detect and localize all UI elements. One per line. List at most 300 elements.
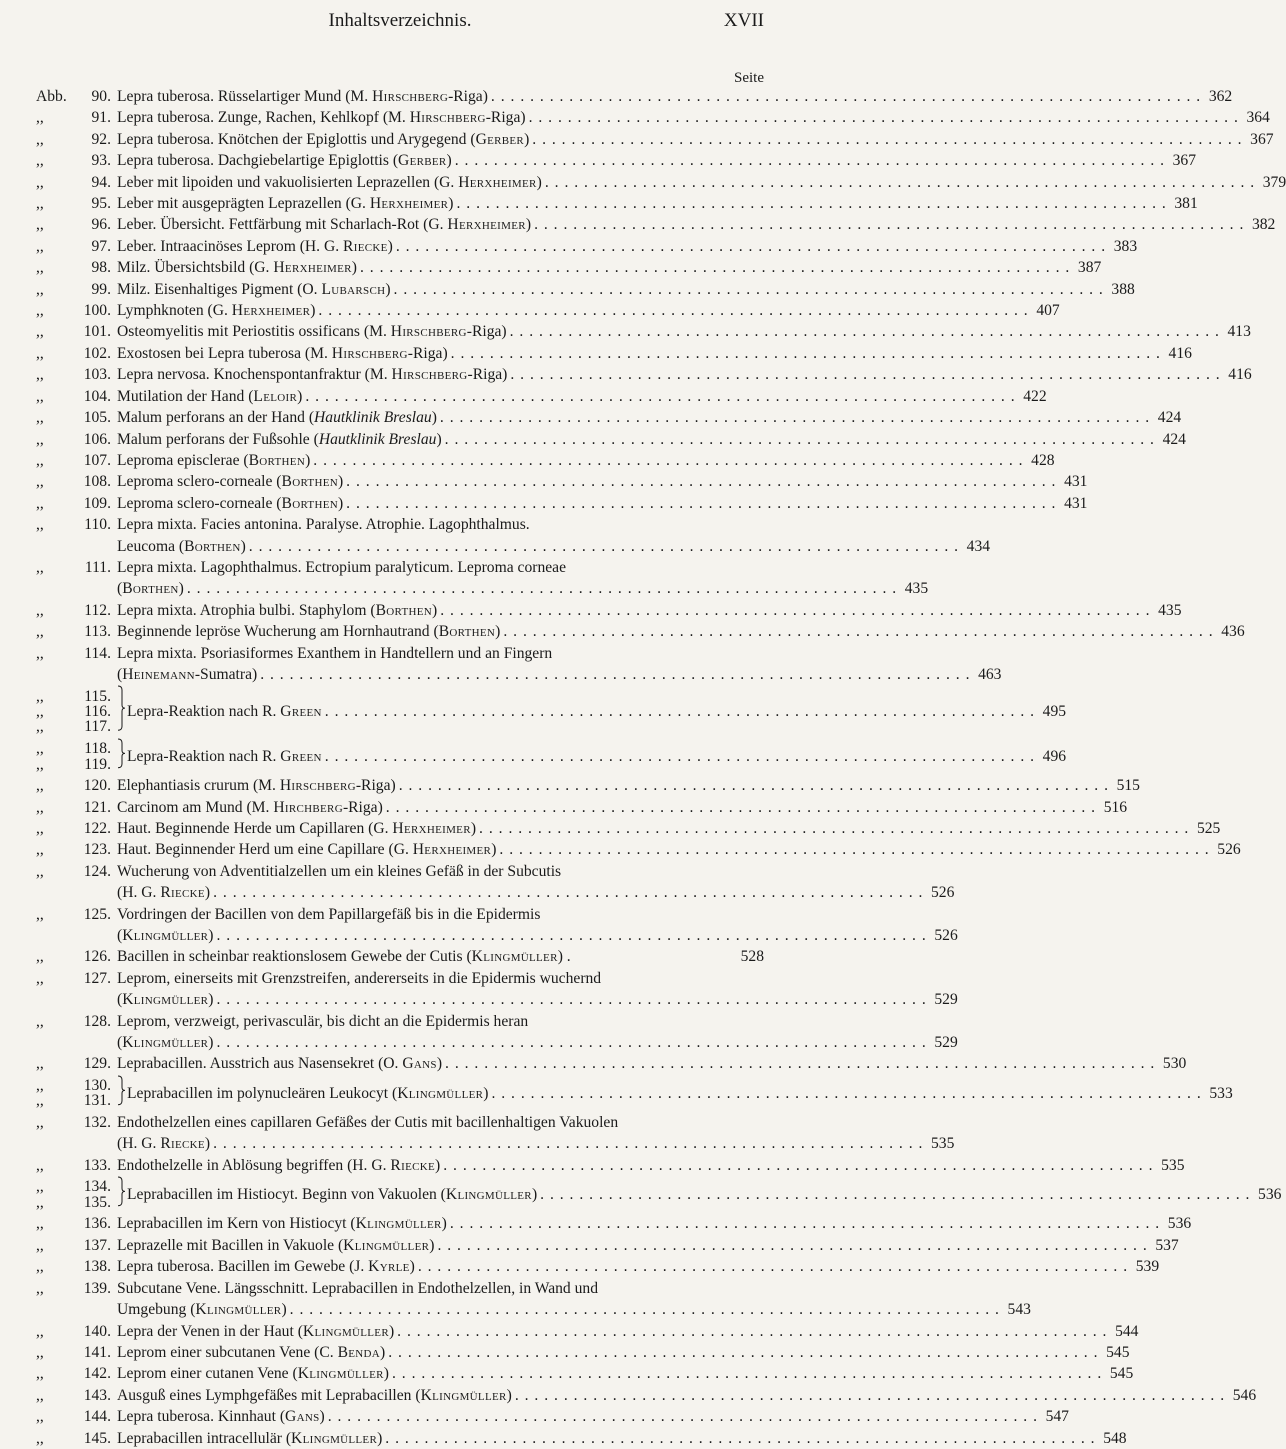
ditto-mark: ,,	[36, 1386, 44, 1404]
figure-number: 138.	[83, 1258, 111, 1276]
page-ref: 535	[1161, 1156, 1185, 1174]
entry-title	[117, 364, 507, 385]
dot-leader: . . . . . . . . . . . . . . . . . . . . . . . . . . . . . . . . . . . . . . . . . . . . . . . . . . . . . . . . . . . . . . . . . . . . . . . . .	[346, 494, 1057, 512]
entry-title-text: (	[117, 665, 123, 683]
entry-text-line	[117, 429, 1186, 450]
page-ref: 515	[1116, 777, 1140, 795]
dot-leader: . . . . . . . . . . . . . . . . . . . . . . . . . . . . . . . . . . . . . . . . . . . . . . . . . . . . . . . . . . . . . . . . . . . . . . . . .	[388, 1343, 1099, 1361]
entry-body	[117, 621, 1245, 642]
dot-leader: . . . . . . . . . . . . . . . . . . . . . . . . . . . . . . . . . . . . . . . . . . . . . . . . . . . . . . . . . . . . . . . . . . . . . . . . .	[528, 109, 1239, 127]
entry-title-text: Leprom einer cutanen Vene (	[117, 1365, 298, 1383]
toc-entry	[36, 193, 1198, 214]
figure-number: 142.	[83, 1365, 111, 1383]
entry-title	[117, 257, 357, 278]
entry-text-line	[117, 925, 958, 946]
entry-body	[117, 818, 1221, 839]
toc-entry	[36, 1278, 1031, 1321]
entry-title-text: Leprazelle mit Bacillen in Vakuole (	[117, 1236, 344, 1254]
entry-body	[117, 386, 1047, 407]
dot-leader: . . . . . . . . . . . . . . . . . . . . . . . . . . . . . . . . . . . . . . . . . . . . . . . . . . . . . . . . . . . . . . . . . . . . . . . . .	[449, 1215, 1161, 1233]
figure-number: 90.	[91, 88, 111, 105]
entry-body	[117, 775, 1140, 796]
page-ref: 387	[1077, 259, 1102, 277]
dot-leader: . . . . . . . . . . . . . . . . . . . . . . . . . . . . . . . . . . . . . . . . . . . . . . . . . . . . . . . . . . . . . . . . . . . . . . . . .	[395, 237, 1107, 255]
entry-title	[117, 1363, 389, 1384]
figure-number-row	[36, 719, 117, 734]
author-name: Klingmüller	[195, 1301, 282, 1319]
entry-title	[117, 536, 246, 557]
toc-entry	[36, 1256, 1160, 1277]
entry-title-tail: )	[310, 302, 316, 320]
entry-body	[117, 257, 1102, 278]
page-ref: 422	[1023, 387, 1047, 405]
page-ref: 537	[1155, 1236, 1179, 1254]
entry-body	[117, 557, 929, 600]
entry-text-line	[117, 1213, 1192, 1234]
dot-leader: . . . . . . . . . . . . . . . . . . . . . . . . . . . . . . . . . . . . . . . . . . . . . . . . . . . . . . . . . . . . . . . . . . . . . . . . .	[385, 798, 1097, 816]
figure-number: 93.	[91, 152, 111, 170]
dot-leader: . . . . . . . . . . . . . . . . . . . . . . . . . . . . . . . . . . . . . . . . . . . . . . . . . . . . . . . . . . . . . . . . . . . . . . . . .	[540, 1186, 1251, 1204]
table-of-contents	[36, 86, 1286, 1449]
entry-text-line	[117, 129, 1274, 150]
figure-number: 113.	[84, 623, 111, 641]
entry-title	[117, 925, 213, 946]
page-ref: 526	[931, 884, 955, 902]
toc-entry	[36, 904, 958, 947]
figure-number: 91.	[91, 109, 111, 127]
entry-title-tail: )	[536, 173, 542, 191]
author-name: Lubarsch	[321, 280, 386, 298]
page-ref: 529	[934, 991, 958, 1009]
entry-text-line	[127, 1184, 1282, 1205]
entry-title	[117, 1406, 325, 1427]
entry-title-text: Osteomyelitis mit Periostitis ossificans (M.	[117, 323, 391, 341]
entry-text-line	[117, 536, 991, 557]
entry-text-line	[117, 600, 1182, 621]
entry-title	[117, 107, 526, 128]
dot-leader: . . . . . . . . . . . . . . . . . . . . . . . . . . . . . . . . . . . . . . . . . . . . . . . . . . . . . . . . . . . . . . . . . . . . . . . . .	[514, 1386, 1226, 1404]
toc-entry	[36, 429, 1186, 450]
entry-title-text: Lepra-Reaktion nach R.	[127, 747, 281, 765]
page-ref: 533	[1209, 1084, 1233, 1102]
dot-leader: . . . . . . . . . . . . . . . . . . . . . . . . . . . . . . . . . . . . . . . . . . . . . . . . . . . . . . . . . . . . . . . . . . . . . . . . .	[393, 280, 1104, 298]
author-name: Riecke	[160, 1135, 205, 1153]
brace-bracket	[117, 738, 125, 775]
figure-number: 134.	[83, 1178, 111, 1196]
source-name: Hautklinik Breslau	[314, 409, 432, 427]
page-title: Inhaltsverzeichnis.	[328, 10, 472, 31]
ditto-mark: ,,	[36, 948, 44, 966]
entry-title-text: (	[117, 1034, 123, 1052]
entry-title	[117, 1428, 382, 1449]
author-name: Hirchberg	[273, 798, 343, 816]
entry-body	[117, 968, 958, 1011]
entry-title-tail: )	[208, 1034, 214, 1052]
ditto-mark: ,,	[36, 216, 44, 234]
page-ref: 535	[931, 1135, 955, 1153]
entry-title-text: Lepra nervosa. Knochenspontanfraktur (M.	[117, 366, 392, 384]
author-name: Herxheimer	[412, 841, 492, 859]
entry-title-tail: )	[409, 1258, 415, 1276]
entry-title	[117, 407, 437, 428]
ditto-mark: ,,	[36, 130, 44, 148]
dot-leader: . . . . . . . . . . . . . . . . . . . . . . . . . . . . . . . . . . . . . . . . . . . . . . . . . . . . . . . . . . . . . . . . . . . . . . . . .	[324, 747, 1036, 765]
entry-title-text: Endothelzelle in Ablösung begriffen (H. G.	[117, 1156, 391, 1174]
entry-body	[117, 429, 1186, 450]
ditto-mark: ,,	[36, 387, 44, 405]
dot-leader: . . . . . . . . . . . . . . . . . . . . . . . . . . . . . . . . . . . . . . . . . . . . . . . . . . . . . . . . . . . . . . . . . . . . . . . . .	[398, 777, 1109, 795]
dot-leader: . . . . . . . . . . . . . . . . . . . . . . . . . . . . . . . . . . . . . . . . . . . . . . . . . . . . . . . . . . . . . . . . . . . . . . . . .	[391, 1365, 1103, 1383]
page-ref: 383	[1113, 237, 1138, 255]
toc-entry-group	[36, 685, 1067, 738]
entry-title-tail: )	[208, 991, 214, 1009]
entry-title-text: Umgebung (	[117, 1301, 196, 1319]
author-name: Klingmüller	[355, 1215, 442, 1233]
entry-title-text: Haut. Beginnende Herde um Capillaren (G.	[117, 819, 393, 837]
dot-leader: . . . . . . . . . . . . . . . . . . . . . . . . . . . . . . . . . . . . . . . . . . . . . . . . . . . . . . . . . . . . . . . . . . . . . . . . .	[503, 623, 1214, 641]
ditto-mark: ,,	[36, 905, 44, 923]
entry-text-line	[117, 1385, 1257, 1406]
figure-number-group	[36, 1179, 117, 1210]
entry-text-line	[117, 236, 1138, 257]
entry-title-text: Leprabacillen. Ausstrich aus Nasensekret (O.	[117, 1055, 403, 1073]
entry-title	[117, 1213, 447, 1234]
toc-entry	[36, 514, 991, 557]
entry-title-tail: )	[483, 1084, 489, 1102]
dot-leader: . . . . . . . . . . . . . . . . . . . . . . . . . . . . . . . . . . . . . . . . . . . . . . . . . . . . . . . . . . . . . . . . . . . . . . . . .	[444, 430, 1155, 448]
entry-title	[117, 1385, 512, 1406]
ditto-mark: ,,	[36, 1077, 44, 1095]
entry-body	[127, 1184, 1282, 1205]
entry-title	[117, 664, 257, 685]
dot-leader: . . . . . . . . . . . . . . . . . . . . . . . . . . . . . . . . . . . . . . . . . . . . . . . . . . . . . . . . . . . . . . . . . . . . . . . . .	[213, 884, 924, 902]
author-name: Klingmüller	[122, 991, 209, 1009]
author-name: Hirschberg	[409, 109, 486, 127]
author-name: Gerber	[475, 130, 525, 148]
dot-leader: . . . . . . . . . . . . . . . . . . . . . . . . . . . . . . . . . . . . . . . . . . . . . . . . . . . . . . . . . . . . . . . . . . . . . . . . .	[510, 366, 1221, 384]
entry-title	[117, 1321, 394, 1342]
entry-title-tail: )	[429, 1236, 435, 1254]
toc-entry-group	[36, 738, 1067, 775]
entry-text-line	[117, 257, 1102, 278]
ditto-mark: ,,	[36, 558, 44, 576]
author-name: Riecke	[343, 237, 388, 255]
figure-number: 97.	[91, 237, 111, 255]
ditto-mark: ,,	[36, 819, 44, 837]
page-ref: 526	[1217, 841, 1241, 859]
entry-body	[117, 1342, 1130, 1363]
page-ref: 367	[1250, 130, 1274, 148]
figure-number: 144.	[83, 1408, 111, 1426]
entry-title-text: (H. G.	[117, 884, 161, 902]
toc-entry	[36, 343, 1192, 364]
entry-title-tail: )	[178, 580, 184, 598]
ditto-mark: ,,	[36, 1258, 44, 1276]
author-name: Borthen	[122, 580, 179, 598]
entry-title	[127, 746, 322, 767]
dot-leader: . . . . . . . . . . . . . . . . . . . . . . . . . . . . . . . . . . . . . . . . . . . . . . . . . . . . . . . . . . . . . . . . . . . . . . . . .	[346, 473, 1057, 491]
author-name: Klingmüller	[122, 1034, 209, 1052]
author-name: Herxheimer	[392, 819, 471, 837]
toc-entry	[36, 300, 1060, 321]
ditto-mark: ,,	[36, 259, 44, 277]
figure-number: 122.	[83, 819, 111, 837]
ditto-mark: ,,	[36, 430, 44, 448]
entry-body	[117, 1011, 958, 1054]
figure-number: 117.	[84, 718, 111, 736]
entry-text-line	[117, 621, 1245, 642]
figure-number: 96.	[91, 216, 111, 234]
figure-number: 120.	[83, 777, 111, 795]
entry-title-text: Leber. Übersicht. Fettfärbung mit Scharlach-Rot (G.	[117, 216, 448, 234]
entry-text-line	[117, 1053, 1187, 1074]
figure-number: 131.	[83, 1092, 111, 1110]
ditto-mark: ,,	[36, 1322, 44, 1340]
entry-title-tail: )	[531, 1186, 538, 1204]
entry-title	[117, 386, 302, 407]
entry-body	[127, 746, 1067, 767]
page-ref: 431	[1064, 473, 1088, 491]
entry-title-text: (H. G.	[117, 1135, 161, 1153]
entry-title	[117, 129, 529, 150]
figure-number: 136.	[83, 1215, 111, 1233]
dot-leader: . . . . . . . . . . . . . . . . . . . . . . . . . . . . . . . . . . . . . . . . . . . . . . . . . . . . . . . . . . . . . . . . . . . . . . . . .	[324, 702, 1036, 720]
dot-leader: . . . . . . . . . . . . . . . . . . . . . . . . . . . . . . . . . . . . . . . . . . . . . . . . . . . . . . . . . . . . . . . . . . . . . . . . .	[443, 1156, 1154, 1174]
entry-title-tail: )	[441, 1215, 447, 1233]
entry-title-text: Lepra tuberosa. Dachgiebelartige Epiglottis (	[117, 152, 399, 170]
entry-title-tail: )	[377, 1429, 383, 1447]
entry-title-text: Leprabacillen im Histiocyt. Beginn von Vakuolen (	[127, 1186, 446, 1204]
entry-title	[117, 621, 500, 642]
entry-title	[117, 1235, 434, 1256]
entry-title-text: Leprabacillen im polynucleären Leukocyt (	[127, 1084, 398, 1102]
entry-text-line	[117, 664, 1002, 685]
page-ref: 413	[1227, 323, 1251, 341]
toc-entry	[36, 129, 1274, 150]
figure-number-row	[36, 741, 117, 756]
ditto-mark: ,,	[36, 798, 44, 816]
entry-first-line	[117, 643, 764, 664]
page-ref: 381	[1174, 195, 1198, 213]
toc-entry	[36, 1363, 1134, 1384]
entry-body	[117, 450, 1055, 471]
entry-text-line	[117, 471, 1088, 492]
entry-body	[117, 364, 1252, 385]
dot-leader: . . . . . . . . . . . . . . . . . . . . . . . . . . . . . . . . . . . . . . . . . . . . . . . . . . . . . . . . . . . . . . . . . . . . . . . . .	[305, 387, 1016, 405]
entry-title-text: Elephantiasis crurum (M.	[117, 777, 280, 795]
author-name: Klingmüller	[291, 1429, 378, 1447]
page-ref: 424	[1162, 430, 1186, 448]
page-ref: 525	[1196, 819, 1221, 837]
entry-body	[117, 407, 1182, 428]
dot-leader: . . . . . . . . . . . . . . . . . . . . . . . . . . . . . . . . . . . . . . . . . . . . . . . . . . . . . . . . . . . . . . . . . . . . . . . . .	[248, 537, 960, 555]
dot-leader: . . . . . . . . . . . . . . . . . . . . . . . . . . . . . . . . . . . . . . . . . . . . . . . . . . . . . . . . . . . . . . . . . . . . . . . . .	[327, 1408, 1038, 1426]
figure-number: 110.	[84, 516, 111, 534]
page-ref: 416	[1168, 344, 1192, 362]
entry-title	[117, 150, 452, 171]
ditto-mark: ,,	[36, 1114, 44, 1132]
entry-text-line	[117, 882, 955, 903]
author-name: Hirschberg	[372, 88, 449, 105]
entry-body	[117, 150, 1197, 171]
entry-text-line	[117, 214, 1276, 235]
entry-text-line	[117, 989, 958, 1010]
entry-text-line	[117, 1321, 1139, 1342]
page-ref: 407	[1036, 302, 1060, 320]
author-name: Klingmüller	[397, 1084, 484, 1102]
toc-entry	[36, 1342, 1130, 1363]
author-name: Gerber	[398, 152, 447, 170]
entry-first-line	[117, 557, 764, 578]
entry-title-text: Milz. Übersichtsbild (G.	[117, 259, 274, 277]
figure-number: 92.	[91, 130, 111, 148]
entry-body	[117, 904, 958, 947]
entry-title-tail: -Sumatra)	[194, 665, 258, 683]
toc-entry	[36, 150, 1197, 171]
author-name: Klingmüller	[122, 927, 209, 945]
page-ref: 388	[1111, 280, 1135, 298]
entry-title-text: Milz. Eisenhaltiges Pigment (O.	[117, 280, 322, 298]
entry-title-tail: )	[208, 927, 214, 945]
entry-title	[117, 493, 343, 514]
figure-number: 111.	[84, 558, 111, 576]
entry-body	[117, 1235, 1179, 1256]
figure-number: 100.	[83, 302, 111, 320]
figure-number: 121.	[83, 798, 111, 816]
entry-text-line	[117, 343, 1192, 364]
dot-leader: . . . . . . . . . . . . . . . . . . . . . . . . . . . . . . . . . . . . . . . . . . . . . . . . . . . . . . . . . . . . . . . . . . . . . . . . .	[216, 1034, 927, 1052]
entry-text-line	[117, 839, 1241, 860]
entry-title-tail: -Riga)	[448, 88, 488, 105]
figure-number: 102.	[83, 344, 111, 362]
figure-number-row	[36, 689, 117, 704]
entry-title-tail: )	[448, 195, 454, 213]
figure-number: 126.	[83, 948, 111, 966]
ditto-mark: ,,	[36, 841, 44, 859]
entry-title-tail: -Riga)	[407, 344, 448, 362]
entry-first-line	[117, 514, 764, 535]
entry-text-line	[117, 107, 1270, 128]
ditto-mark: ,,	[36, 516, 44, 534]
toc-entry	[36, 1321, 1139, 1342]
figure-number: 125.	[83, 905, 111, 923]
entry-title-tail: -Riga)	[342, 798, 383, 816]
entry-title-tail: -Riga)	[485, 109, 526, 127]
toc-entry	[36, 1385, 1257, 1406]
entry-title-text: Malum perforans an der Hand (	[117, 409, 315, 427]
dot-leader: . . . . . . . . . . . . . . . . . . . . . . . . . . . . . . . . . . . . . . . . . . . . . . . . . . . . . . . . . . . . . . . . . . . . . . . . .	[186, 580, 898, 598]
dot-leader: . . . . . . . . . . . . . . . . . . . . . . . . . . . . . . . . . . . . . . . . . . . . . . . . . . . . . . . . . . . . . . . . . . . . . . . . .	[397, 1322, 1108, 1340]
entry-title	[117, 214, 531, 235]
entry-title-tail: )	[204, 884, 211, 902]
author-name: Herxheimer	[458, 173, 537, 191]
dot-leader: . . . . . . . . . . . . . . . . . . . . . . . . . . . . . . . . . . . . . . . . . . . . . . . . . . . . . . . . . . . . . . . . . . . . . . . . .	[216, 927, 927, 945]
entry-text-line	[117, 493, 1088, 514]
figure-number: 115.	[84, 687, 111, 705]
entry-body	[117, 172, 1286, 193]
author-name: Klingmüller	[445, 1186, 532, 1204]
ditto-mark: ,,	[36, 366, 44, 384]
entry-text-line	[127, 701, 1067, 722]
figure-number: 132.	[83, 1114, 111, 1132]
column-label-seite: Seite	[734, 70, 764, 86]
author-name: Herxheimer	[369, 195, 449, 213]
entry-title-tail: )	[297, 387, 303, 405]
page-ref: 529	[934, 1034, 958, 1052]
ditto-mark: ,,	[36, 409, 44, 427]
entry-title-tail: )	[491, 841, 497, 859]
figure-number-row	[36, 1093, 117, 1108]
toc-entry	[36, 643, 1002, 686]
entry-title-tail: -Riga)	[466, 323, 507, 341]
author-name: Riecke	[160, 884, 205, 902]
entry-title	[117, 818, 476, 839]
entry-body	[117, 1213, 1192, 1234]
toc-entry	[36, 557, 929, 600]
dot-leader: . . . . . . . . . . . . . . . . . . . . . . . . . . . . . . . . . . . . . . . . . . . . . . . . . . . . . . . . . . . . . . . . . . . . . . . . .	[534, 216, 1245, 234]
entry-body	[117, 1363, 1134, 1384]
entry-title-tail: )	[385, 280, 391, 298]
entry-text-line	[117, 1155, 1185, 1176]
figure-number: 118.	[84, 740, 111, 758]
entry-title-tail: )	[305, 451, 311, 469]
entry-body	[117, 321, 1251, 342]
entry-title: Lepra mixta. Lagophthalmus. Ectropium paralyticum. Leproma corneae	[117, 558, 567, 576]
entry-title-text: Bacillen in scheinbar reaktionslosem Gewebe der Cutis (	[117, 948, 472, 966]
figure-number: 112.	[84, 601, 111, 619]
page-header	[0, 8, 800, 36]
entry-title-text: Mutilation der Hand (	[117, 387, 254, 405]
entry-title-text: Carcinom am Mund (M.	[117, 798, 274, 816]
entry-text-line	[117, 1406, 1069, 1427]
page-ref: 530	[1162, 1055, 1187, 1073]
dot-leader: . . . . . . . . . . . . . . . . . . . . . . . . . . . . . . . . . . . . . . . . . . . . . . . . . . . . . . . . . . . . . . . . . . . . . . . . .	[450, 344, 1161, 362]
entry-title-tail: ) .	[557, 948, 571, 966]
entry-title-text: Leprom einer subcutanen Vene (C.	[117, 1343, 338, 1361]
dot-leader: . . . . . . . . . . . . . . . . . . . . . . . . . . . . . . . . . . . . . . . . . . . . . . . . . . . . . . . . . . . . . . . . . . . . . . . . .	[499, 841, 1210, 859]
entry-title-tail: )	[337, 494, 344, 512]
ditto-mark: ,,	[36, 702, 44, 720]
entry-title-text: Beginnende lepröse Wucherung am Hornhautrand (	[117, 623, 439, 641]
dot-leader: . . . . . . . . . . . . . . . . . . . . . . . . . . . . . . . . . . . . . . . . . . . . . . . . . . . . . . . . . . . . . . . . . . . . . . . . .	[318, 302, 1029, 320]
entry-body	[117, 1428, 1127, 1449]
entry-title-tail: -Riga)	[467, 366, 508, 384]
entry-title-text: Lepra tuberosa. Rüsselartiger Mund (M.	[117, 88, 373, 105]
brace-bracket	[117, 685, 125, 738]
author-name: Hirschberg	[331, 344, 408, 362]
ditto-mark: ,,	[36, 344, 44, 362]
entry-title	[117, 471, 343, 492]
entry-title-text: Lymphknoten (G.	[117, 302, 232, 320]
author-name: Gans	[285, 1408, 320, 1426]
toc-entry	[36, 600, 1182, 621]
entry-body	[117, 343, 1192, 364]
ditto-mark: ,,	[36, 1429, 44, 1447]
author-name: Borthen	[281, 494, 338, 512]
toc-entry	[36, 861, 955, 904]
figure-number-group	[36, 1078, 117, 1109]
entry-first-line	[117, 904, 764, 925]
entry-title-tail: )	[436, 430, 442, 448]
entry-body	[117, 193, 1198, 214]
entry-text-line	[117, 1032, 958, 1053]
page-ref: 545	[1106, 1343, 1130, 1361]
entry-title	[117, 989, 213, 1010]
author-name: Herxheimer	[231, 302, 311, 320]
entry-body	[117, 471, 1088, 492]
entry-title-tail: -Riga)	[355, 777, 396, 795]
ditto-mark: ,,	[36, 969, 44, 987]
